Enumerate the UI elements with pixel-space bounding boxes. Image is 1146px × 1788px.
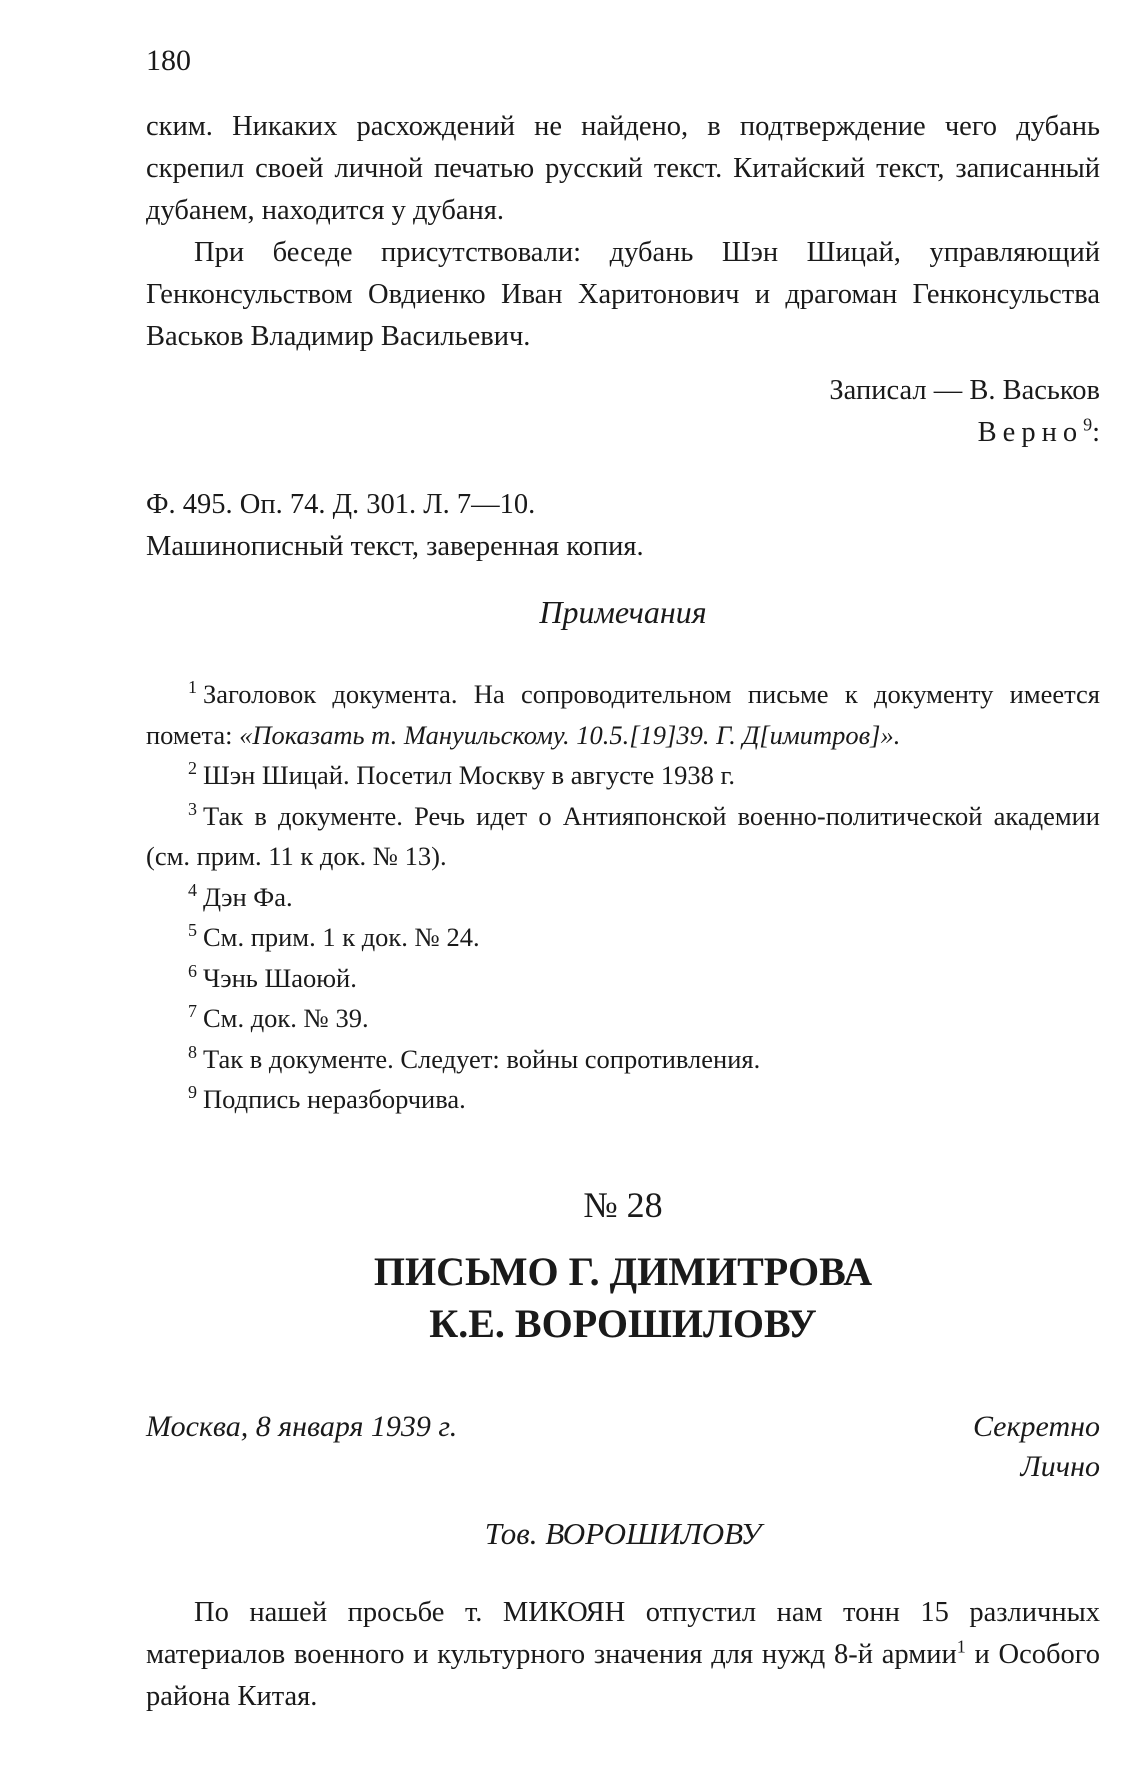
note-4-number: 4 bbox=[188, 879, 197, 900]
personal-label: Лично bbox=[1020, 1450, 1100, 1483]
note-8-number: 8 bbox=[188, 1041, 197, 1062]
notes-heading: Примечания bbox=[539, 594, 707, 630]
note-8-text: Так в документе. Следует: войны сопротивления. bbox=[203, 1043, 761, 1074]
note-1-number: 1 bbox=[188, 677, 197, 698]
letter-text-after: и Особого района Китая. bbox=[146, 1639, 1100, 1712]
letter-text-before: По нашей просьбе т. МИКОЯН отпустил нам тонн 15 различных материалов военного и культурного значения для нужд 8-й армии bbox=[146, 1597, 1100, 1670]
letter-paragraph bbox=[146, 1592, 1100, 1718]
note-7-text: См. док. № 39. bbox=[203, 1003, 369, 1033]
note-9-text: Подпись неразборчива. bbox=[203, 1084, 466, 1114]
place-date: Москва, 8 января 1939 г. bbox=[146, 1410, 458, 1443]
note-9 bbox=[146, 1079, 1100, 1120]
note-2-text: Шэн Шицай. Посетил Москву в августе 1938 г. bbox=[203, 760, 736, 790]
note-3 bbox=[146, 796, 1100, 877]
note-6 bbox=[146, 958, 1100, 999]
document-number: № 28 bbox=[583, 1185, 663, 1225]
archive-reference bbox=[146, 484, 1100, 568]
note-3-text: Так в документе. Речь идет о Антияпонской военно-политической академии (см. прим. 11 к док. № 13). bbox=[146, 800, 1100, 871]
note-3-number: 3 bbox=[188, 798, 197, 819]
archive-ref: Ф. 495. Оп. 74. Д. 301. Л. 7—10. bbox=[146, 489, 536, 520]
letter-body bbox=[146, 1592, 1100, 1718]
dateline-row bbox=[146, 1410, 1100, 1444]
note-1 bbox=[146, 674, 1100, 755]
verno-colon: : bbox=[1092, 417, 1100, 448]
signature-block bbox=[146, 370, 1100, 454]
recorded-by: Записал — В. Васьков bbox=[829, 375, 1100, 406]
note-5 bbox=[146, 917, 1100, 958]
paragraph-continuation: ским. Никаких расхождений не найдено, в подтверждение чего дубань скрепил своей личной печатью русский текст. Китайский текст, записанный дубанем, находится у дубаня. bbox=[146, 111, 1100, 226]
addressee: Тов. ВОРОШИЛОВУ bbox=[484, 1516, 762, 1551]
note-5-text: См. прим. 1 к док. № 24. bbox=[203, 922, 480, 952]
verno-line bbox=[146, 412, 1100, 454]
dateline-block bbox=[146, 1410, 1100, 1484]
note-2 bbox=[146, 755, 1100, 796]
note-5-number: 5 bbox=[188, 920, 197, 941]
note-8 bbox=[146, 1039, 1100, 1080]
verno-word: Верно bbox=[977, 417, 1084, 448]
document-title-line-1: ПИСЬМО Г. ДИМИТРОВА bbox=[373, 1249, 873, 1294]
note-7-number: 7 bbox=[188, 1001, 197, 1022]
letter-footnote-ref: 1 bbox=[956, 1636, 966, 1657]
archive-type: Машинописный текст, заверенная копия. bbox=[146, 531, 644, 562]
note-4-text: Дэн Фа. bbox=[203, 881, 293, 912]
verno-footnote-ref: 9 bbox=[1083, 414, 1093, 435]
notes-list bbox=[146, 674, 1100, 1120]
note-9-number: 9 bbox=[188, 1082, 197, 1103]
note-6-number: 6 bbox=[188, 960, 197, 981]
note-1-quote: «Показать т. Мануильскому. 10.5.[19]39. Г. Д[имитров]». bbox=[239, 719, 901, 750]
top-text-block bbox=[146, 106, 1100, 358]
note-4 bbox=[146, 877, 1100, 918]
note-6-text: Чэнь Шаоюй. bbox=[203, 962, 357, 993]
paragraph-attendees: При беседе присутствовали: дубань Шэн Шицай, управляющий Генконсульством Овдиенко Иван Харитонович и драгоман Генконсульства Васьков Владимир Васильевич. bbox=[146, 237, 1100, 352]
secrecy-label: Секретно bbox=[972, 1410, 1100, 1443]
document-title-line-2: К.Е. ВОРОШИЛОВУ bbox=[429, 1301, 817, 1346]
note-7 bbox=[146, 998, 1100, 1039]
note-1-text: Заголовок документа. На сопроводительном письме к документу имеется помета: bbox=[146, 679, 1100, 750]
document-title bbox=[146, 1246, 1100, 1350]
page-number: 180 bbox=[146, 44, 191, 77]
note-2-number: 2 bbox=[188, 758, 197, 779]
